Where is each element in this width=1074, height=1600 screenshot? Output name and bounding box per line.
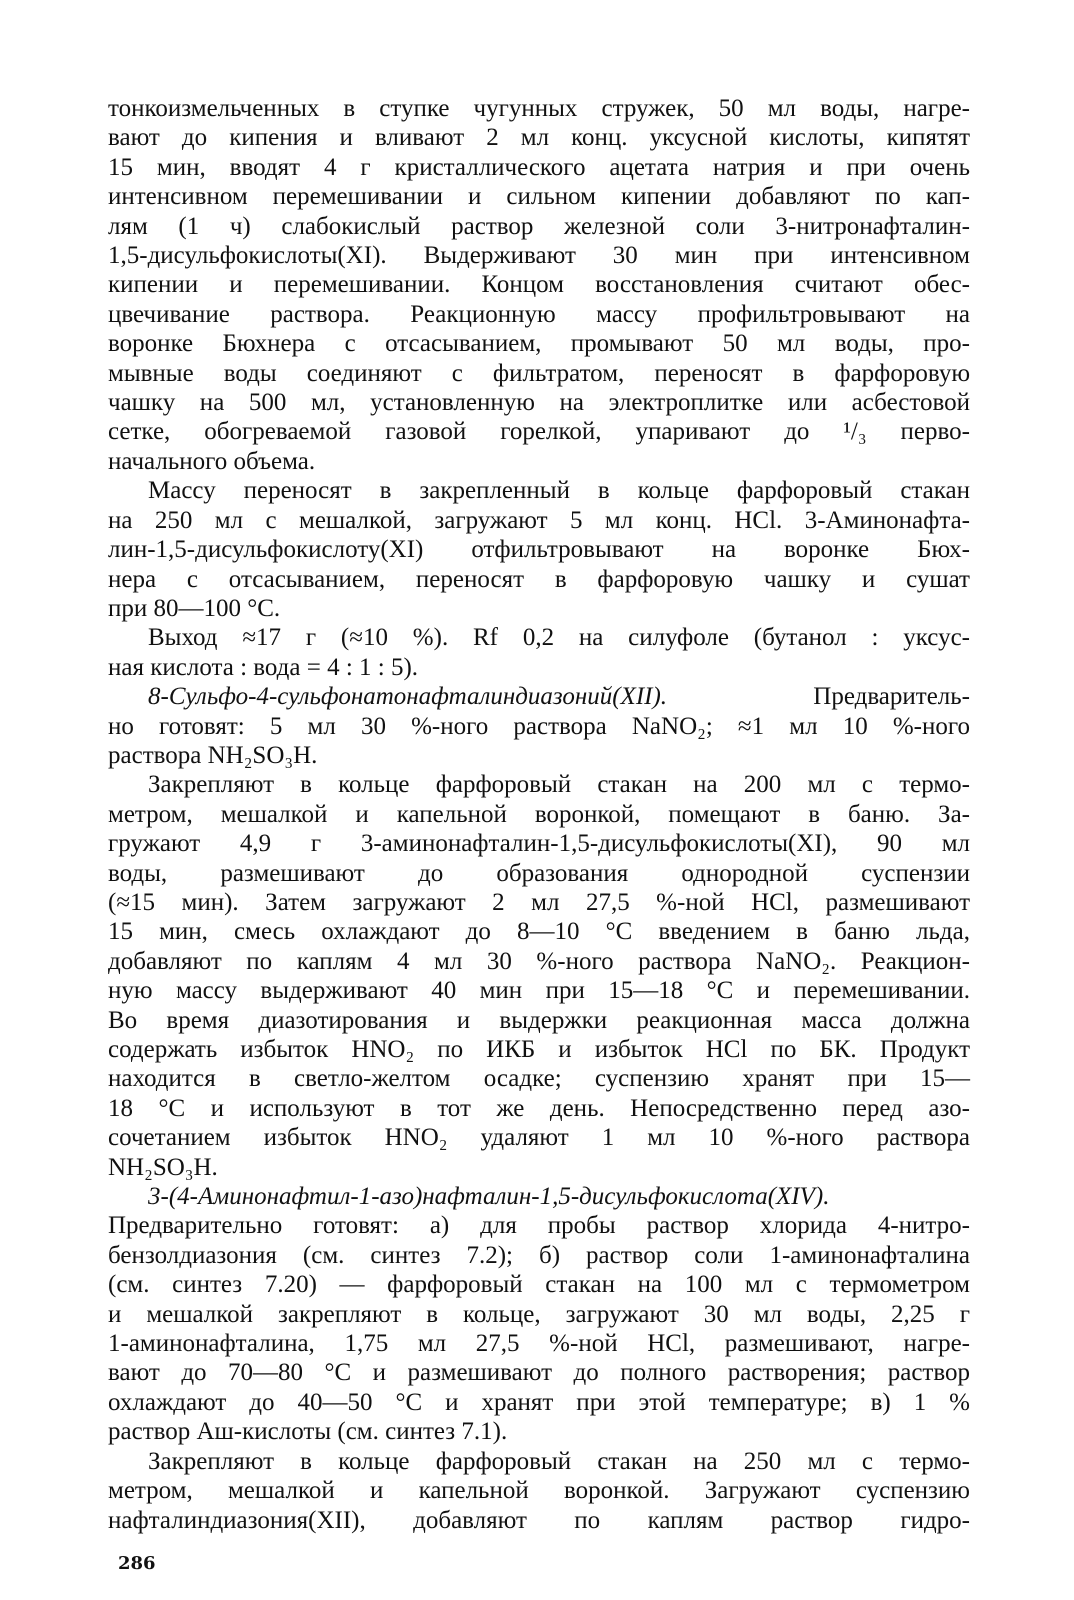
text-line: гружают 4,9 г 3-аминонафталин-1,5-дисульфокислоты(XI), 90 мл [108, 830, 970, 858]
text-line: интенсивном перемешивании и сильном кипении добавляют по кап- [108, 183, 970, 211]
text-line: начального объема. [108, 447, 316, 475]
text-line: Закрепляют в кольце фарфоровый стакан на 250 мл с термо- [148, 1447, 970, 1475]
text-line: охлаждают до 40—50 °С и хранят при этой температуре; в) 1 % [108, 1388, 970, 1416]
text-line: мывные воды соединяют с фильтратом, переносят в фарфоровую [108, 359, 970, 387]
text-line: тонкоизмельченных в ступке чугунных стружек, 50 мл воды, нагре- [108, 95, 970, 122]
text-line: при 80—100 °С. [108, 594, 281, 622]
text-line: цвечивание раствора. Реакционную массу профильтровывают на [108, 300, 970, 328]
text-line: (≈15 мин). Затем загружают 2 мл 27,5 %-ной HCl, размешивают [108, 888, 970, 916]
text-line: NH₂SO₃H. [108, 1153, 218, 1181]
text-line: содержать избыток HNO₂ по ИКБ и избыток HCl по БК. Продукт [108, 1036, 970, 1063]
text-line: 15 мин, смесь охлаждают до 8—10 °С введением в баню льда, [108, 918, 970, 946]
text-line: Предварительно готовят: а) для пробы раствор хлорида 4-нитро- [108, 1212, 970, 1240]
paragraph-6 [108, 1182, 970, 1447]
text-line: Закрепляют в кольце фарфоровый стакан на 200 мл с термо- [148, 771, 970, 799]
text-line: ная кислота : вода = 4 : 1 : 5). [108, 653, 419, 681]
text-fragment: Предваритель- [813, 683, 970, 711]
text-line: метром, мешалкой и капельной воронкой, помещают в баню. За- [108, 800, 970, 828]
text-line: раствора NH₂SO₃H. [108, 741, 318, 769]
text-line: вают до 70—80 °С и размешивают до полного растворения; раствор [108, 1359, 970, 1387]
text-line: бензолдиазония (см. синтез 7.2); б) раствор соли 1-аминонафталина [108, 1241, 970, 1269]
text-line: на 250 мл с мешалкой, загружают 5 мл конц. HCl. 3-Аминонафта- [108, 506, 970, 534]
paragraph-5 [108, 770, 970, 1182]
text-line: 1,5-дисульфокислоты(XI). Выдерживают 30 мин при интенсивном [108, 242, 970, 270]
paragraph-2 [108, 476, 970, 623]
text-line: чашку на 500 мл, установленную на электроплитке или асбестовой [108, 389, 970, 417]
paragraph-1 [108, 94, 970, 476]
text-line: воды, размешивают до образования однородной суспензии [108, 859, 970, 887]
text-line: но готовят: 5 мл 30 %-ного раствора NaNO₂; ≈1 мл 10 %-ного [108, 712, 970, 740]
text-line: воронке Бюхнера с отсасыванием, промывают 50 мл воды, про- [108, 330, 970, 358]
compound-heading: 8-Сульфо-4-сульфонатонафталиндиазоний(XII). [148, 683, 668, 711]
text-line: Во время диазотирования и выдержки реакционная масса должна [108, 1006, 970, 1034]
page-body [108, 94, 970, 1535]
page-number: 286 [118, 1553, 156, 1574]
text-line: нера с отсасыванием, переносят в фарфоровую чашку и сушат [108, 565, 970, 593]
text-line [108, 1182, 970, 1211]
paragraph-7 [108, 1447, 970, 1535]
text-line: добавляют по каплям 4 мл 30 %-ного раствора NaNO₂. Реакцион- [108, 947, 970, 975]
text-line: нафталиндиазония(XII), добавляют по каплям раствор гидро- [108, 1506, 970, 1534]
text-line: 1-аминонафталина, 1,75 мл 27,5 %-ной HCl, размешивают, нагре- [108, 1330, 970, 1358]
text-line: лин-1,5-дисульфокислоту(XI) отфильтровывают на воронке Бюх- [108, 536, 970, 564]
text-line: Выход ≈17 г (≈10 %). Rf 0,2 на силуфоле (бутанол : уксус- [148, 624, 970, 652]
text-line: вают до кипения и вливают 2 мл конц. уксусной кислоты, кипятят [108, 124, 970, 152]
text-line: кипении и перемешивании. Концом восстановления считают обес- [108, 271, 970, 299]
text-line [108, 682, 970, 711]
text-line: Массу переносят в закрепленный в кольце фарфоровый стакан [148, 477, 970, 505]
text-line: 15 мин, вводят 4 г кристаллического ацетата натрия и при очень [108, 153, 970, 181]
paragraph-4 [108, 682, 970, 770]
text-line: и мешалкой закрепляют в кольце, загружают 30 мл воды, 2,25 г [108, 1300, 970, 1328]
text-line: сочетанием избыток HNO₂ удаляют 1 мл 10 %-ного раствора [108, 1124, 970, 1152]
text-line: ную массу выдерживают 40 мин при 15—18 °С и перемешивании. [108, 977, 970, 1005]
compound-heading: 3-(4-Аминонафтил-1-азо)нафталин-1,5-дисульфокислота(XIV). [148, 1183, 830, 1211]
text-line: 18 °С и используют в тот же день. Непосредственно перед азо- [108, 1094, 970, 1122]
text-line: сетке, обогреваемой газовой горелкой, упаривают до ¹/₃ перво- [108, 418, 970, 446]
text-line: находится в светло-желтом осадке; суспензию хранят при 15— [108, 1065, 970, 1093]
text-line: (см. синтез 7.20) — фарфоровый стакан на 100 мл с термометром [108, 1271, 970, 1299]
text-line: раствор Аш-кислоты (см. синтез 7.1). [108, 1418, 508, 1446]
text-line: метром, мешалкой и капельной воронкой. Загружают суспензию [108, 1477, 970, 1505]
paragraph-3 [108, 623, 970, 682]
text-line: лям (1 ч) слабокислый раствор железной соли 3-нитронафталин- [108, 212, 970, 240]
